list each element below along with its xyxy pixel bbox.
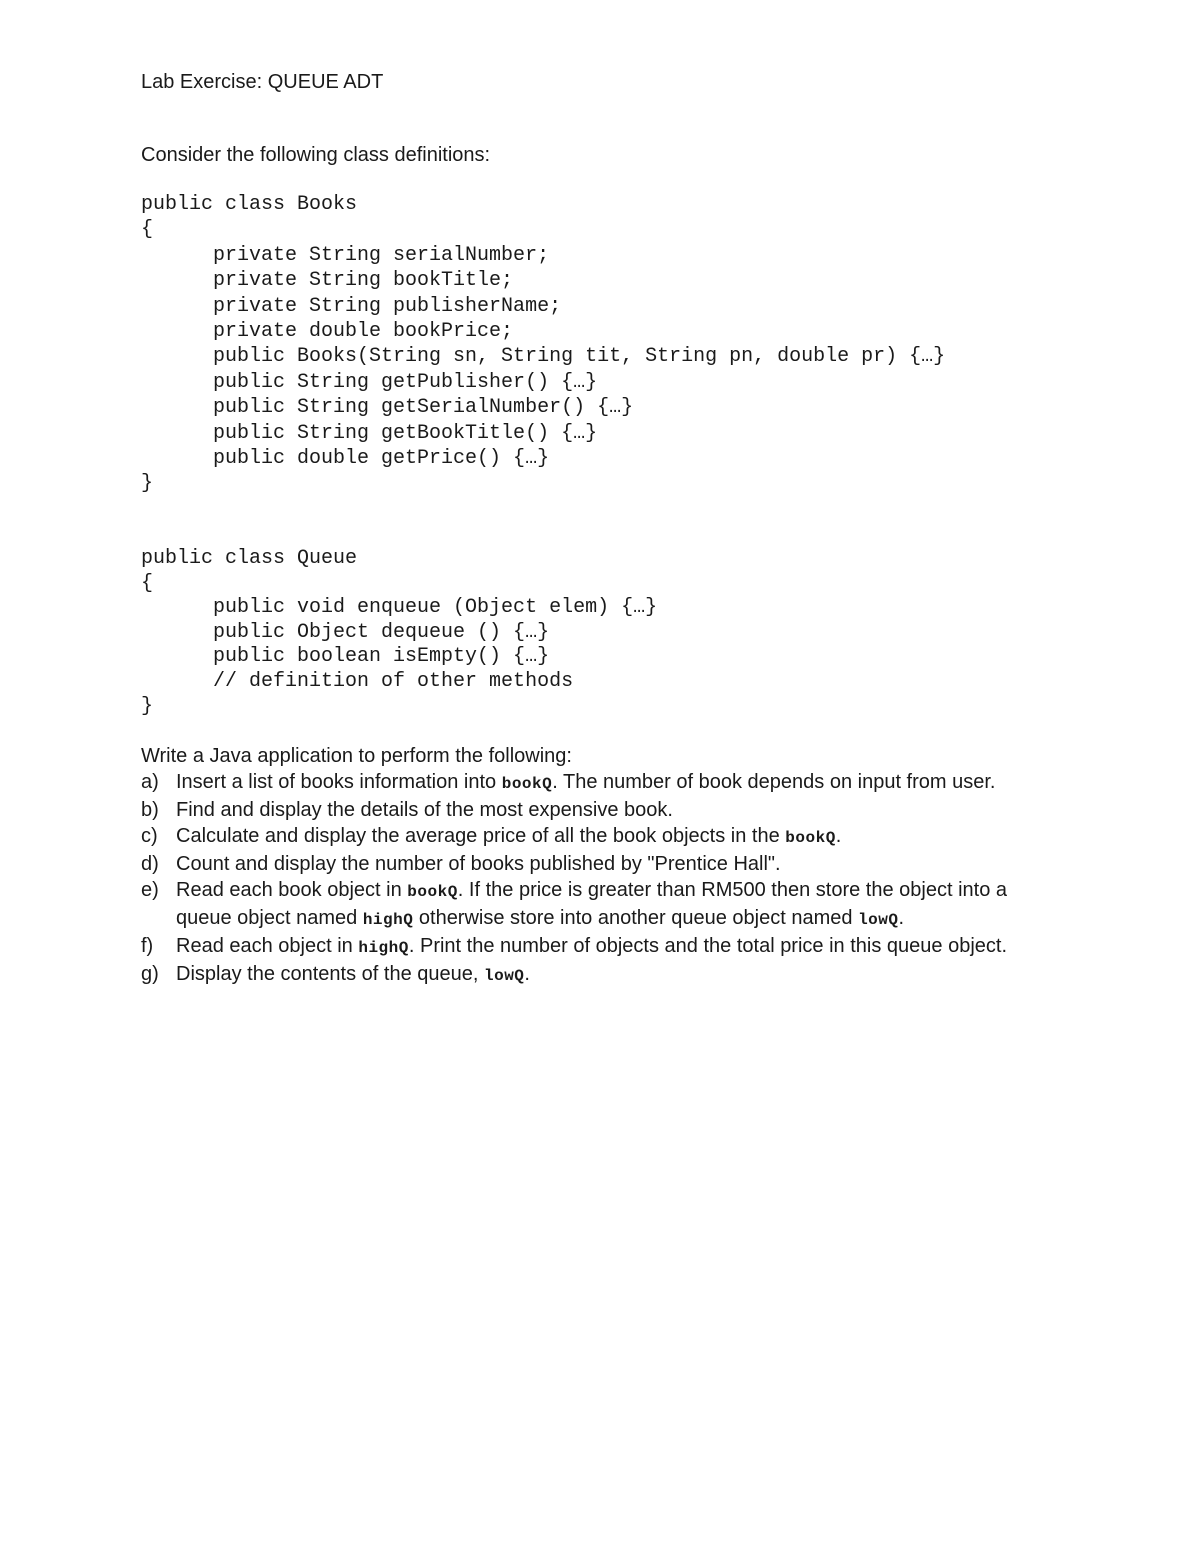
- code-line: public class Queue: [141, 547, 358, 570]
- code-line: }: [141, 472, 154, 496]
- inline-code: bookQ: [785, 829, 836, 847]
- task-text: [176, 877, 1041, 933]
- task-text: [176, 933, 1041, 961]
- task-marker: d): [141, 853, 159, 875]
- queue-class-code: [141, 547, 657, 719]
- task-marker: f): [141, 935, 154, 957]
- inline-code: highQ: [358, 939, 409, 957]
- code-line: // definition of other methods: [141, 669, 574, 693]
- code-line: private String serialNumber;: [141, 243, 550, 267]
- code-line: public void enqueue (Object elem) {…}: [141, 596, 658, 620]
- code-line: public String getBookTitle() {…}: [141, 421, 598, 445]
- inline-code: bookQ: [407, 883, 458, 901]
- task-text: [176, 851, 1041, 877]
- task-item: [141, 797, 1041, 823]
- task-text-segment: . Print the number of objects and the total price in this queue object.: [408, 935, 1007, 957]
- code-line: {: [141, 571, 154, 595]
- task-text-segment: Display the contents of the queue,: [176, 963, 484, 985]
- task-intro: Write a Java application to perform the following:: [141, 745, 572, 767]
- code-line: private String bookTitle;: [141, 269, 514, 293]
- task-text-segment: .: [835, 825, 842, 847]
- code-line: public String getSerialNumber() {…}: [141, 396, 634, 420]
- code-line: private String publisherName;: [141, 294, 562, 318]
- task-marker: e): [141, 879, 159, 901]
- task-item: [141, 961, 1041, 989]
- task-text: [176, 961, 1041, 989]
- task-list: [141, 769, 1041, 989]
- inline-code: lowQ: [858, 911, 899, 929]
- task-text-segment: Read each object in: [176, 935, 359, 957]
- code-line: {: [141, 218, 154, 242]
- task-text-segment: . The number of book depends on input from user.: [552, 771, 996, 793]
- inline-code: lowQ: [483, 967, 525, 985]
- books-class-code: [141, 192, 945, 497]
- task-item: [141, 823, 1041, 851]
- task-text-segment: Calculate and display the average price of all the book objects in the: [176, 825, 786, 847]
- task-marker: c): [141, 825, 158, 847]
- task-marker: g): [141, 963, 159, 985]
- task-text-segment: Count and display the number of books published by "Prentice Hall".: [176, 853, 781, 875]
- task-marker: a): [141, 771, 159, 793]
- task-text-segment: Read each book object in: [176, 879, 408, 901]
- task-item: [141, 851, 1041, 877]
- task-text: [176, 769, 1041, 797]
- task-text-segment: .: [524, 963, 530, 985]
- task-text-segment: .: [898, 907, 905, 929]
- intro-paragraph: Consider the following class definitions:: [141, 144, 491, 166]
- task-item: [141, 877, 1041, 933]
- task-text-segment: . If the price is greater than RM500 then store the object into a queue object named: [176, 879, 1007, 929]
- task-text: [176, 823, 1041, 851]
- code-line: public Books(String sn, String tit, String pn, double pr) {…}: [141, 345, 946, 369]
- task-item: [141, 933, 1041, 961]
- document-title: Lab Exercise: QUEUE ADT: [141, 71, 384, 93]
- task-text-segment: Insert a list of books information into: [176, 771, 502, 793]
- code-line: public Object dequeue () {…}: [141, 620, 550, 644]
- task-text: [176, 797, 1041, 823]
- code-line: public String getPublisher() {…}: [141, 370, 598, 394]
- task-item: [141, 769, 1041, 797]
- inline-code: bookQ: [501, 775, 553, 793]
- code-line: public class Books: [141, 193, 358, 216]
- inline-code: highQ: [362, 911, 414, 929]
- task-marker: b): [141, 799, 159, 821]
- code-line: public boolean isEmpty() {…}: [141, 645, 550, 669]
- code-line: private double bookPrice;: [141, 320, 514, 344]
- task-text-segment: otherwise store into another queue object named: [413, 907, 859, 929]
- code-line: }: [141, 694, 154, 718]
- code-line: public double getPrice() {…}: [141, 447, 550, 471]
- task-text-segment: Find and display the details of the most expensive book.: [176, 799, 673, 821]
